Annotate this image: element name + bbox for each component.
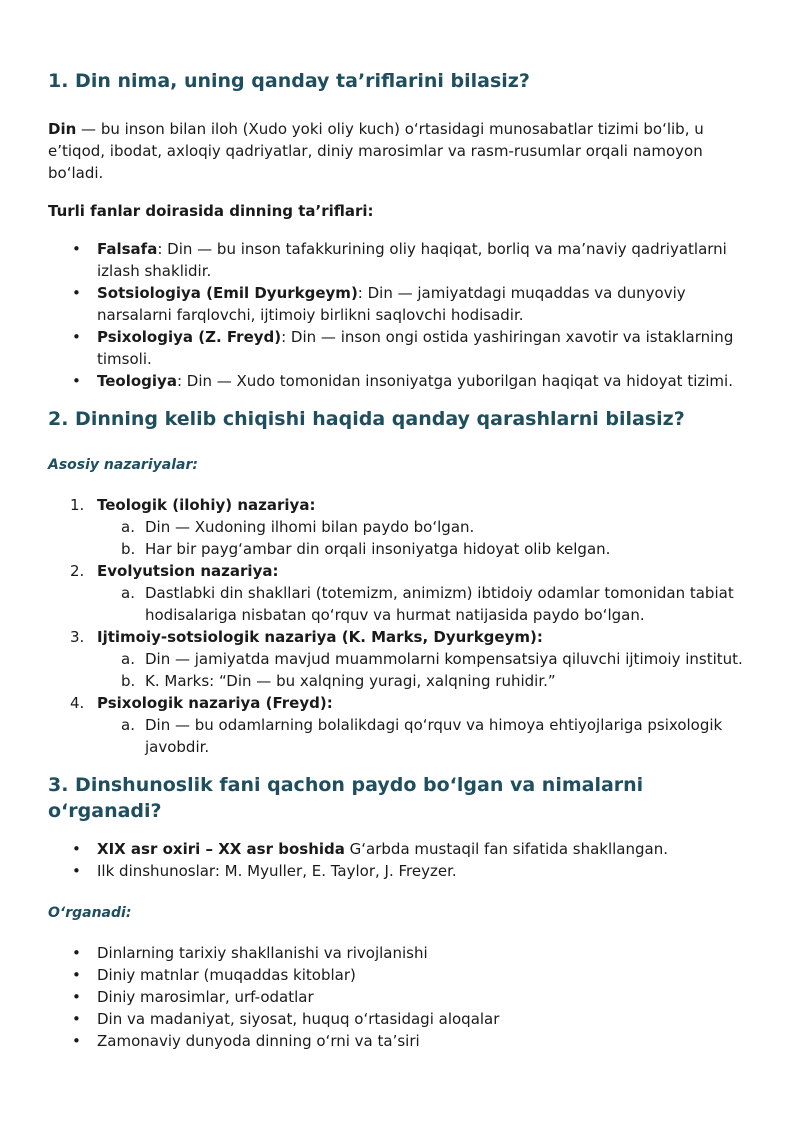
list-item: [97, 538, 758, 560]
theory-title: Teologik (ilohiy) nazariya:: [97, 496, 316, 514]
din-definition: [48, 118, 758, 184]
list-item: [48, 238, 758, 282]
list-item: • Din va madaniyat, siyosat, huquq o‘rtasidagi aloqalar: [48, 1008, 758, 1030]
theory-item: [48, 692, 758, 758]
point-text: Dastlabki din shakllari (totemizm, animizm) ibtidoiy odamlar tomonidan tabiat hodisalariga nisbatan qo‘rquv va hurmat natijasida paydo bo‘lgan.: [145, 584, 734, 624]
list-item: [48, 370, 758, 392]
point-text: Din — jamiyatda mavjud muammolarni kompensatsiya qiluvchi ijtimoiy institut.: [145, 650, 743, 668]
theory-number: 1.: [70, 496, 85, 514]
definition-term: Teologiya: [97, 372, 177, 390]
list-item: [48, 838, 758, 860]
theory-item: [48, 560, 758, 626]
list-item: • Diniy matnlar (muqaddas kitoblar): [48, 964, 758, 986]
definition-text: : Din — bu inson tafakkurining oliy haqiqat, borliq va ma’naviy qadriyatlarni izlash shaklidir.: [97, 240, 727, 280]
section-3-heading: 3. Dinshunoslik fani qachon paydo bo‘lgan va nimalarni o‘rganadi?: [48, 774, 644, 822]
origin-term: XIX asr oxiri – XX asr boshida: [97, 840, 345, 858]
section-1-subheading: Turli fanlar doirasida dinning ta’riflari:: [48, 202, 374, 220]
definition-text: : Din — Xudo tomonidan insoniyatga yuborilgan haqiqat va hidoyat tizimi.: [176, 372, 733, 390]
section-1-heading: 1. Din nima, uning qanday ta’riflarini bilasiz?: [48, 70, 530, 92]
theory-title: Evolyutsion nazariya:: [97, 562, 279, 580]
point-text: Din — Xudoning ilhomi bilan paydo bo‘lgan.: [145, 518, 475, 536]
definition-term: Falsafa: [97, 240, 158, 258]
din-definition-text: — bu inson bilan iloh (Xudo yoki oliy kuch) o‘rtasidagi munosabatlar tizimi bo‘lib, u e’tiqod, ibodat, axloqiy qadriyatlar, diniy marosimlar va rasm-rusumlar orqali namoyon bo‘ladi.: [48, 120, 704, 182]
point-letter: a.: [121, 518, 135, 536]
point-text: K. Marks: “Din — bu xalqning yuragi, xalqning ruhidir.”: [145, 672, 556, 690]
section-2-subheading: Asosiy nazariyalar:: [48, 457, 198, 473]
definition-term: Psixologiya (Z. Freyd): [97, 328, 282, 346]
theory-points: [97, 516, 758, 560]
origin-text: G‘arbda mustaqil fan sifatida shakllangan.: [344, 840, 668, 858]
point-letter: a.: [121, 716, 135, 734]
theory-points: [97, 582, 758, 626]
point-letter: a.: [121, 650, 135, 668]
definition-term: Sotsiologiya (Emil Dyurkgeym): [97, 284, 358, 302]
theory-number: 3.: [70, 628, 85, 646]
point-text: Din — bu odamlarning bolalikdagi qo‘rquv va himoya ehtiyojlariga psixologik javobdir.: [145, 716, 723, 756]
list-item: • Diniy marosimlar, urf-odatlar: [48, 986, 758, 1008]
point-letter: a.: [121, 584, 135, 602]
point-letter: b.: [121, 672, 136, 690]
definitions-list: [48, 238, 758, 392]
list-item: [97, 582, 758, 626]
list-item: • Dinlarning tarixiy shakllanishi va rivojlanishi: [48, 942, 758, 964]
list-item: [48, 282, 758, 326]
list-item: [48, 860, 758, 882]
section-3-subheading: O‘rganadi:: [48, 905, 132, 921]
list-item: • Zamonaviy dunyoda dinning o‘rni va ta’siri: [48, 1030, 758, 1052]
theory-points: [97, 648, 758, 692]
definition-text: : Din — jamiyatdagi muqaddas va dunyoviy narsalarni farqlovchi, ijtimoiy birlikni saqlovchi hodisadir.: [97, 284, 686, 324]
theory-title: Ijtimoiy-sotsiologik nazariya (K. Marks, Dyurkgeym):: [97, 628, 543, 646]
list-item: [97, 648, 758, 670]
origin-list: [48, 838, 758, 882]
theory-number: 4.: [70, 694, 85, 712]
definition-text: : Din — inson ongi ostida yashiringan xavotir va istaklarning timsoli.: [97, 328, 734, 368]
list-item: [97, 670, 758, 692]
origin-text: Ilk dinshunoslar: M. Myuller, E. Taylor, J. Freyzer.: [97, 862, 457, 880]
section-2-heading: 2. Dinning kelib chiqishi haqida qanday qarashlarni bilasiz?: [48, 408, 685, 430]
theories-list: [48, 494, 758, 758]
point-letter: b.: [121, 540, 136, 558]
theory-number: 2.: [70, 562, 85, 580]
list-item: [97, 516, 758, 538]
list-item: [48, 326, 758, 370]
list-item: [97, 714, 758, 758]
topics-list: [48, 942, 758, 1052]
theory-title: Psixologik nazariya (Freyd):: [97, 694, 333, 712]
din-term: Din: [48, 120, 77, 138]
point-text: Har bir payg‘ambar din orqali insoniyatga hidoyat olib kelgan.: [145, 540, 611, 558]
theory-item: [48, 494, 758, 560]
theory-points: [97, 714, 758, 758]
theory-item: [48, 626, 758, 692]
document-page: [48, 68, 758, 1052]
